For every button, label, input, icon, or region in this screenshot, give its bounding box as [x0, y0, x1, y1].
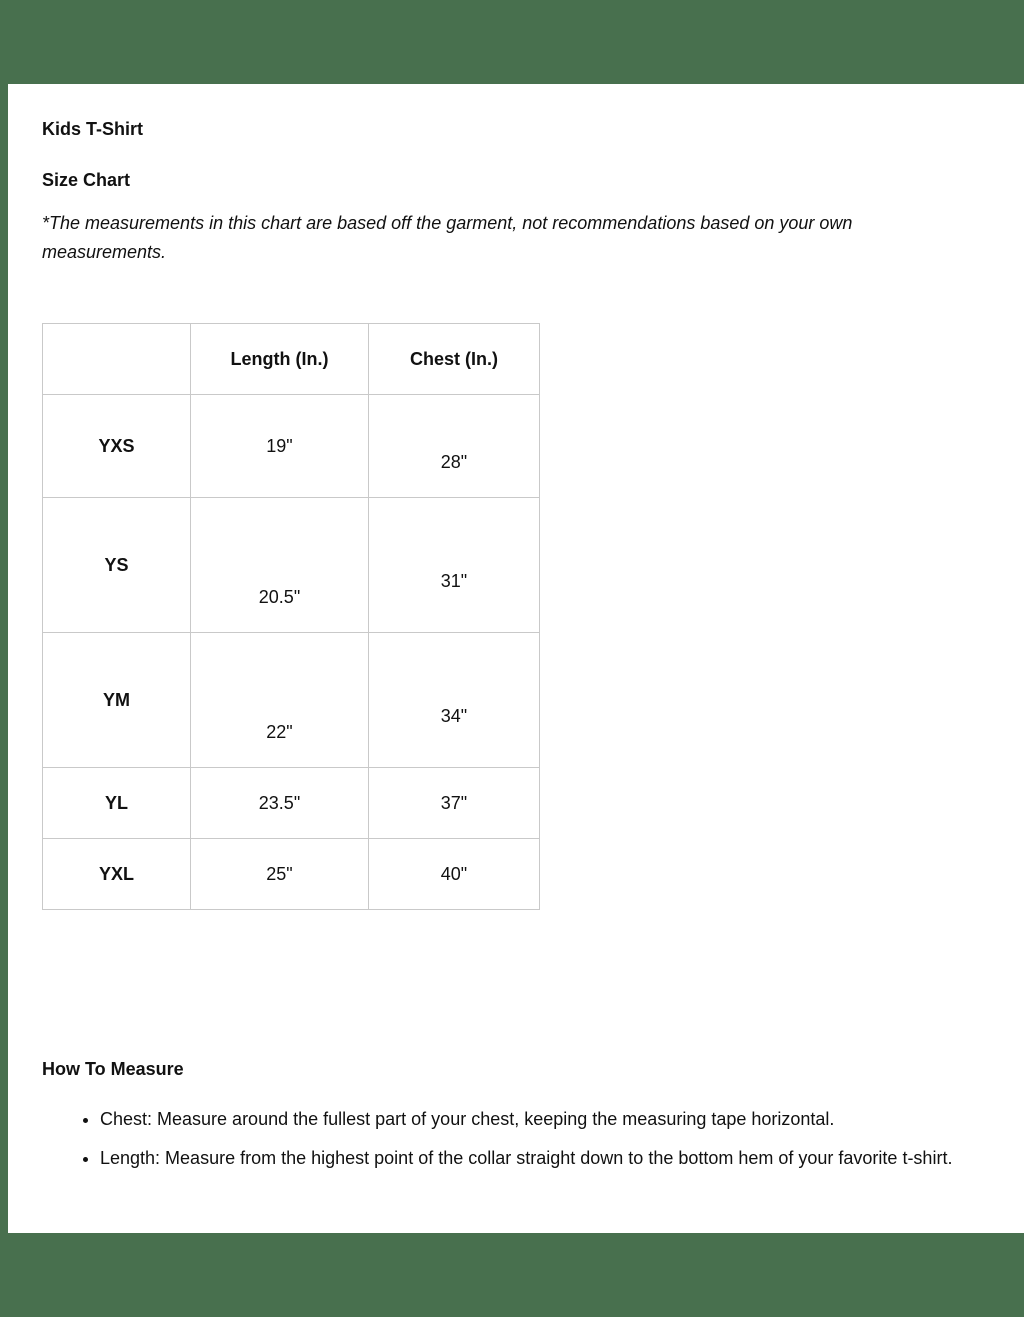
table-header-cell: Chest (In.): [369, 324, 540, 395]
length-cell: [191, 839, 369, 910]
table-row: [43, 395, 540, 498]
cell-line: YXL: [98, 864, 134, 884]
size-table-header: [43, 324, 540, 395]
size-cell: [43, 633, 191, 768]
cell-line: [201, 684, 358, 716]
cell-line: 22": [266, 722, 293, 742]
length-cell: [191, 395, 369, 498]
cell-line: 31": [440, 571, 468, 591]
cell-line: 28": [440, 452, 468, 472]
cell-line: YL: [104, 793, 128, 813]
size-cell: [43, 839, 191, 910]
size-table-body: [43, 395, 540, 910]
cell-line: [379, 533, 529, 565]
size-table: [42, 323, 540, 910]
table-header-cell: Length (In.): [191, 324, 369, 395]
cell-line: [201, 549, 358, 581]
measurement-note: *The measurements in this chart are based off the garment, not recommendations based on your own measurements.: [42, 213, 853, 262]
cell-line: 19": [266, 436, 293, 456]
table-row: [43, 498, 540, 633]
chest-cell: [369, 498, 540, 633]
content-panel: [8, 84, 1024, 1233]
size-cell: [43, 498, 191, 633]
cell-line: 40": [440, 864, 468, 884]
table-row: [43, 768, 540, 839]
table-header-row: [43, 324, 540, 395]
cell-line: 23.5": [258, 793, 301, 813]
cell-line: [379, 414, 529, 446]
cell-line: [201, 517, 358, 549]
chest-cell: [369, 633, 540, 768]
length-cell: [191, 633, 369, 768]
chest-cell: [369, 395, 540, 498]
how-to-measure-heading: How To Measure: [42, 1059, 184, 1079]
cell-line: 20.5": [258, 587, 301, 607]
measure-list: [42, 1104, 1024, 1174]
chest-cell: [369, 768, 540, 839]
cell-line: [379, 668, 529, 700]
size-chart-heading: Size Chart: [42, 170, 131, 190]
measure-item-length: • Length: Measure from the highest point of the collar straight down to the bottom hem of your favorite t-shirt.: [100, 1143, 1020, 1174]
cell-line: YS: [104, 555, 129, 575]
length-cell: [191, 498, 369, 633]
cell-line: 37": [440, 793, 468, 813]
chest-cell: [369, 839, 540, 910]
cell-line: 34": [440, 706, 468, 726]
measure-item-chest: • Chest: Measure around the fullest part of your chest, keeping the measuring tape horizontal.: [100, 1104, 1020, 1135]
page-title: Kids T-Shirt: [42, 119, 144, 139]
table-row: [43, 839, 540, 910]
size-cell: [43, 395, 191, 498]
cell-line: YM: [103, 690, 130, 710]
cell-line: 25": [266, 864, 293, 884]
length-cell: [191, 768, 369, 839]
table-header-cell: [43, 324, 191, 395]
cell-line: YXS: [98, 436, 135, 456]
table-row: [43, 633, 540, 768]
cell-line: [201, 652, 358, 684]
size-cell: [43, 768, 191, 839]
